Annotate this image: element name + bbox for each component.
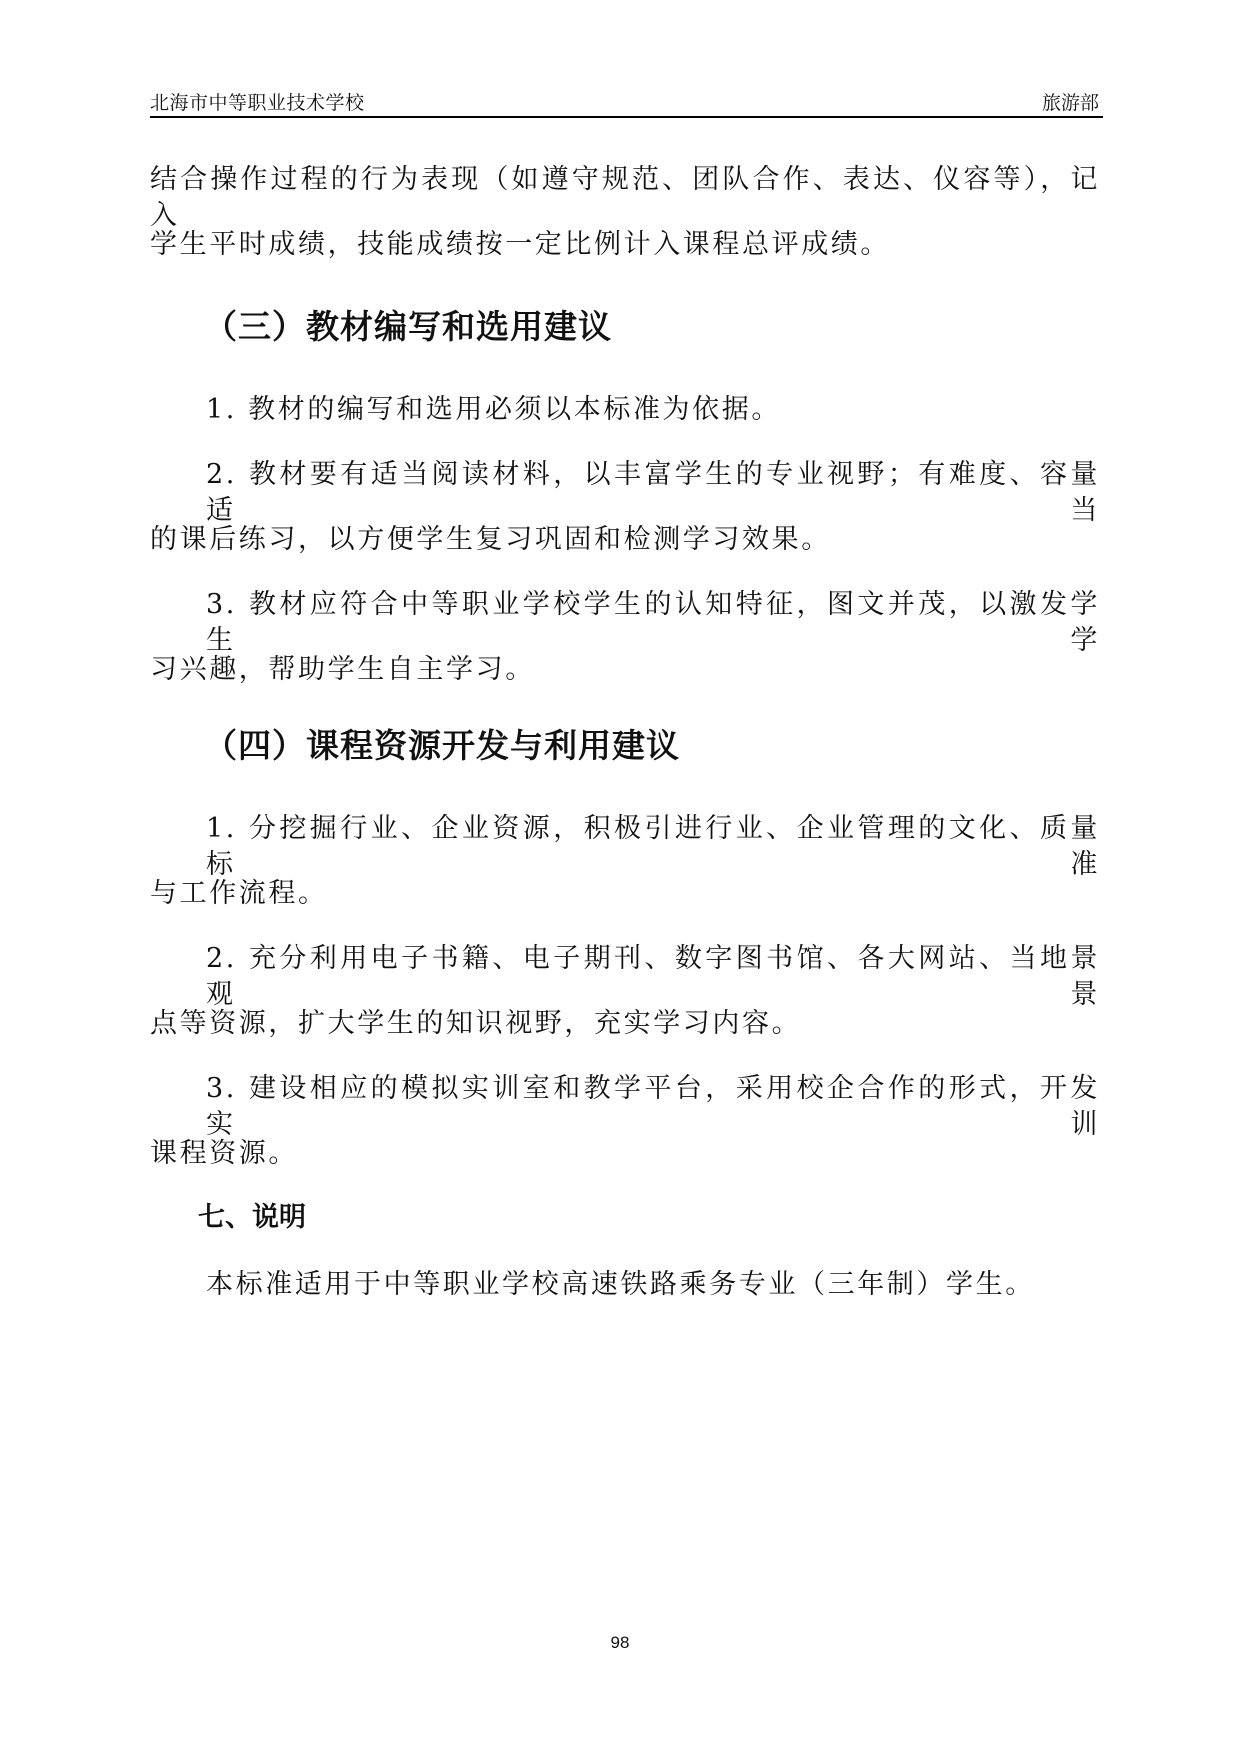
page-header (150, 86, 1103, 118)
list-item-continuation: 习兴趣，帮助学生自主学习。 (150, 654, 535, 685)
paragraph-line: 学生平时成绩，技能成绩按一定比例计入课程总评成绩。 (150, 229, 890, 260)
list-item-continuation: 课程资源。 (150, 1138, 298, 1169)
section-heading-4: （四）课程资源开发与利用建议 (204, 726, 680, 765)
list-item: 3. 建设相应的模拟实训室和教学平台，采用校企合作的形式，开发实训 (206, 1073, 1100, 1140)
list-item-continuation: 的课后练习，以方便学生复习巩固和检测学习效果。 (150, 524, 831, 555)
list-item-continuation: 点等资源，扩大学生的知识视野，充实学习内容。 (150, 1008, 802, 1039)
paragraph-line: 本标准适用于中等职业学校高速铁路乘务专业（三年制）学生。 (206, 1269, 1035, 1300)
department-name: 旅游部 (1041, 92, 1099, 114)
list-item-continuation: 与工作流程。 (150, 878, 328, 909)
list-item: 2. 教材要有适当阅读材料，以丰富学生的专业视野；有难度、容量适当 (206, 459, 1100, 526)
list-item: 1. 教材的编写和选用必须以本标准为依据。 (206, 394, 781, 425)
list-item: 3. 教材应符合中等职业学校学生的认知特征，图文并茂，以激发学生学 (206, 589, 1100, 656)
list-item: 2. 充分利用电子书籍、电子期刊、数字图书馆、各大网站、当地景观景 (206, 943, 1100, 1010)
paragraph-line: 结合操作过程的行为表现（如遵守规范、团队合作、表达、仪容等），记入 (150, 164, 1100, 231)
section-heading-7: 七、说明 (198, 1202, 306, 1233)
list-item: 1. 分挖掘行业、企业资源，积极引进行业、企业管理的文化、质量标准 (206, 813, 1100, 880)
section-heading-3: （三）教材编写和选用建议 (204, 307, 612, 346)
page-number: 98 (610, 1633, 630, 1652)
school-name: 北海市中等职业技术学校 (150, 92, 365, 114)
